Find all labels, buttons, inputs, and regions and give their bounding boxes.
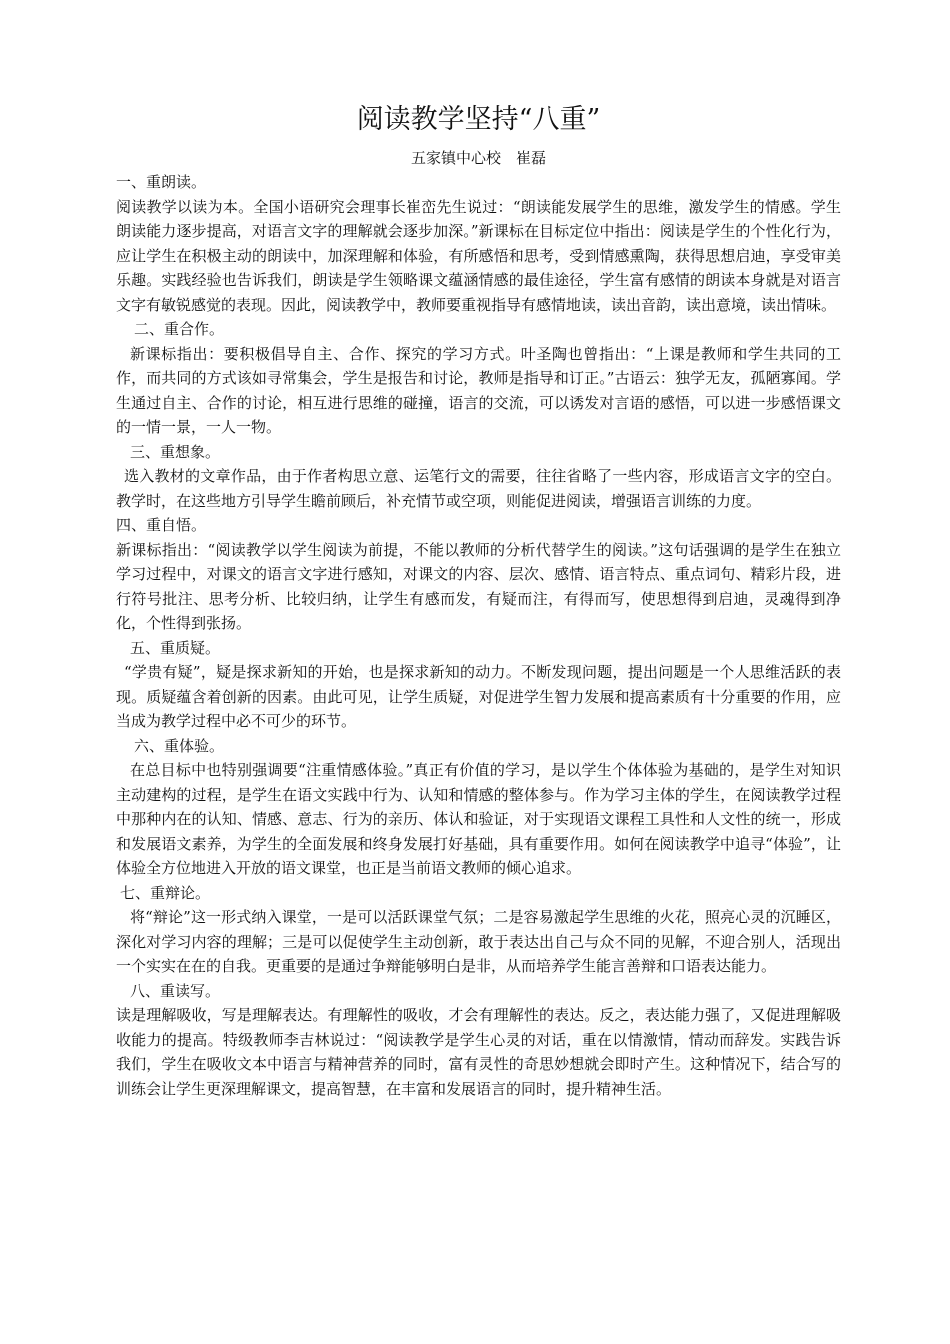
section-body-8: 读是理解吸收，写是理解表达。有理解性的吸收，才会有理解性的表达。反之，表达能力强了，又促进理解吸收能力的提高。特级教师李吉林说过：“阅读教学是学生心灵的对话，重在以情激情，情动而辞发。实践告诉我们，学生在吸收文本中语言与精神营养的同时，富有灵性的奇思妙想就会即时产生。这种情况下，结合写的训练会让学生更深理解课文，提高智慧，在丰富和发展语言的同时，提升精神生活。 <box>116 1006 841 1098</box>
section-body-1: 阅读教学以读为本。全国小语研究会理事长崔峦先生说过：“朗读能发展学生的思维，激发学生的情感。学生朗读能力逐步提高，对语言文字的理解就会逐步加深。”新课标在目标定位中指出：阅读是学生的个性化行为，应让学生在积极主动的朗读中，加深理解和体验，有所感悟和思考，受到情感熏陶，获得思想启迪，享受审美乐趣。实践经验也告诉我们，朗读是学生领略课文蕴涵情感的最佳途径，学生富有感情的朗读本身就是对语言文字有敏锐感觉的表现。因此，阅读教学中，教师要重视指导有感情地读，读出音韵，读出意境，读出情味。 <box>116 197 841 314</box>
section-heading-3: 三、重想象。 <box>130 442 221 461</box>
section-heading-7: 七、重辩论。 <box>120 883 211 902</box>
section-heading-2: 二、重合作。 <box>134 320 225 338</box>
section-body-7: 将“辩论”这一形式纳入课堂，一是可以活跃课堂气氛；二是容易激起学生思维的火花，照亮心灵的沉睡区，深化对学习内容的理解；三是可以促使学生主动创新，敢于表达出自己与众不同的见解，不迎合别人，活现出一个实实在在的自我。更重要的是通过争辩能够明白是非，从而培养学生能言善辩和口语表达能力。 <box>116 908 841 975</box>
section-body-4: 新课标指出：“阅读教学以学生阅读为前提，不能以教师的分析代替学生的阅读。”这句话强调的是学生在独立学习过程中，对课文的语言文字进行感知，对课文的内容、层次、感情、语言特点、重点词句、精彩片段，进行符号批注、思考分析、比较归纳，让学生有感而发，有疑而注，有得而写，使思想得到启迪，灵魂得到净化，个性得到张扬。 <box>116 540 841 632</box>
section-heading-5: 五、重质疑。 <box>130 638 221 657</box>
section-body-5: “学贵有疑”，疑是探求新知的开始，也是探求新知的动力。不断发现问题，提出问题是一个人思维活跃的表现。质疑蕴含着创新的因素。由此可见，让学生质疑，对促进学生智力发展和提高素质有十分重要的作用，应当成为教学过程中必不可少的环节。 <box>116 663 841 730</box>
section-body-3: 选入教材的文章作品，由于作者构思立意、运笔行文的需要，往往省略了一些内容，形成语言文字的空白。教学时，在这些地方引导学生瞻前顾后，补充情节或空项，则能促进阅读，增强语言训练的力度。 <box>116 467 841 510</box>
section-heading-4: 四、重自悟。 <box>116 516 207 534</box>
section-body-6: 在总目标中也特别强调要“注重情感体验。”真正有价值的学习，是以学生个体体验为基础的，是学生对知识主动建构的过程，是学生在语文实践中行为、认知和情感的整体参与。作为学习主体的学生，在阅读教学过程中那种内在的认知、情感、意志、行为的亲历、体认和验证，对于实现语文课程工具性和人文性的统一，形成和发展语文素养，为学生的全面发展和终身发展打好基础，具有重要作用。如何在阅读教学中追寻“体验”，让体验全方位地进入开放的语文课堂，也正是当前语文教师的倾心追求。 <box>116 761 841 877</box>
section-heading-1: 一、重朗读。 <box>116 173 207 191</box>
document-author: 五家镇中心校 崔磊 <box>410 149 546 167</box>
document-page <box>116 100 841 1101</box>
section-heading-8: 八、重读写。 <box>130 981 221 1000</box>
document-title: 阅读教学坚持“八重” <box>356 104 601 135</box>
section-body-2: 新课标指出：要积极倡导自主、合作、探究的学习方式。叶圣陶也曾指出：“上课是教师和学生共同的工作，而共同的方式该如寻常集会，学生是报告和讨论，教师是指导和订正。”古语云：独学无友，孤陋寡闻。学生通过自主、合作的讨论，相互进行思维的碰撞，语言的交流，可以诱发对言语的感悟，可以进一步感悟课文的一情一景，一人一物。 <box>116 344 841 436</box>
section-heading-6: 六、重体验。 <box>134 736 225 755</box>
